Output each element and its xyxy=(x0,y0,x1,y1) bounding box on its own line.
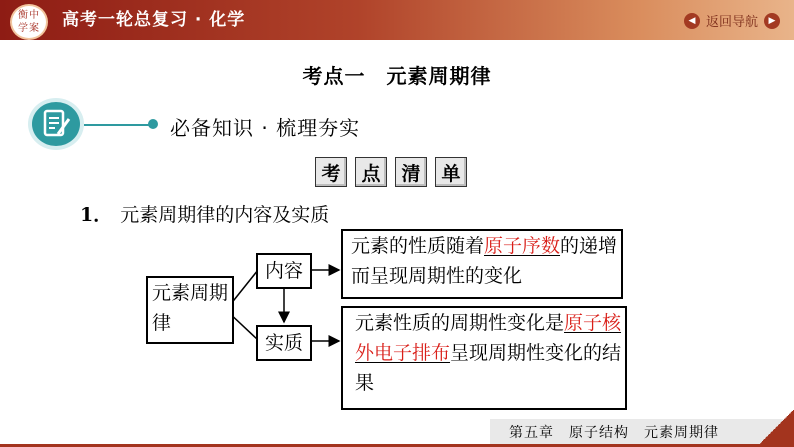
triangle-right-icon[interactable]: ▶ xyxy=(764,13,780,29)
heading-1-text: 元素周期律的内容及实质 xyxy=(120,204,330,226)
section-title: 考点一 元素周期律 xyxy=(302,64,492,88)
logo-line2: 学案 xyxy=(18,23,40,34)
content-description-box xyxy=(341,229,623,299)
content-box: 内容 xyxy=(256,253,312,289)
desc1-answer: 原子序数 xyxy=(484,235,561,257)
desc2-pre: 元素性质的周期性变化是 xyxy=(355,312,565,334)
keyword-box: 单 xyxy=(435,157,467,187)
course-title: 高考一轮总复习 · 化学 xyxy=(62,10,246,30)
essence-description-box xyxy=(341,306,627,410)
back-navigation-label[interactable]: 返回导航 xyxy=(705,15,758,30)
heading-1-number: 1． xyxy=(80,204,113,226)
keyword-box: 考 xyxy=(315,157,347,187)
root-box: 元素周期律 xyxy=(146,276,234,344)
knowledge-banner-text: 必备知识 · 梳理夯实 xyxy=(170,116,361,140)
footer-chapter-title: 第五章 原子结构 元素周期律 xyxy=(509,425,719,441)
desc2-answer: 原子核外电子排布 xyxy=(355,312,622,364)
essence-box: 实质 xyxy=(256,325,312,361)
desc1-post: 的递增而呈现周期性的变化 xyxy=(351,235,618,287)
desc1-pre: 元素的性质随着 xyxy=(351,235,485,257)
keyword-box: 点 xyxy=(355,157,387,187)
keyword-box: 清 xyxy=(395,157,427,187)
footer-corner-decoration xyxy=(756,410,794,447)
logo-line1: 衡中 xyxy=(18,10,40,21)
triangle-left-icon[interactable]: ◀ xyxy=(684,13,700,29)
desc2-post: 呈现周期性变化的结果 xyxy=(355,342,622,394)
